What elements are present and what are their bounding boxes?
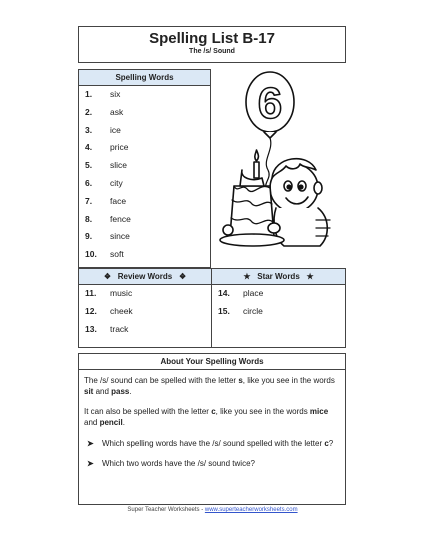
word-number: 14. <box>218 288 230 298</box>
word: price <box>110 142 129 153</box>
birthday-illustration <box>212 70 346 268</box>
question-1: ➤ Which spelling words have the /s/ sound spelled with the letter c? <box>87 439 334 448</box>
word: soft <box>110 249 124 260</box>
word-row <box>79 157 210 175</box>
review-words-section <box>79 269 212 347</box>
word-number: 5. <box>85 160 93 171</box>
diamond-icon: ❖ <box>178 272 187 281</box>
word: six <box>110 89 121 99</box>
spelling-words-table <box>78 69 211 268</box>
balloon-number: 6 <box>257 79 283 128</box>
star-icon: ★ <box>306 272 314 281</box>
diamond-icon: ❖ <box>103 272 112 281</box>
review-star-table <box>78 268 346 348</box>
word-number: 8. <box>85 213 93 224</box>
word-row <box>79 175 210 193</box>
about-paragraph-2: It can also be spelled with the letter c, like you see in the words mice and pencil. <box>84 407 329 427</box>
word: ask <box>110 106 124 117</box>
word: cheek <box>110 305 133 316</box>
word: since <box>110 231 130 242</box>
word: track <box>110 323 129 334</box>
word-row <box>79 139 210 157</box>
page-title: Spelling List B-17 <box>149 30 275 47</box>
star-words-heading <box>212 269 345 285</box>
word-row <box>79 285 211 303</box>
word-row <box>79 228 210 246</box>
word-number: 11. <box>85 288 97 298</box>
birthday-cake-icon <box>212 70 346 268</box>
question-2: ➤ Which two words have the /s/ sound twice? <box>87 459 255 468</box>
footer-link[interactable]: www.superteacherworksheets.com <box>204 507 298 513</box>
review-words-heading <box>79 269 211 285</box>
footer <box>0 507 425 513</box>
word-row <box>79 193 210 211</box>
word-row <box>79 122 210 140</box>
word: city <box>110 177 123 188</box>
word: fence <box>110 213 131 224</box>
word-number: 6. <box>85 177 93 188</box>
word-number: 12. <box>85 305 97 316</box>
star-words-section <box>212 269 345 347</box>
word-number: 4. <box>85 142 93 153</box>
star-words-label: Star Words <box>257 272 300 281</box>
footer-text: Super Teacher Worksheets - <box>127 507 205 513</box>
word-number: 9. <box>85 231 93 242</box>
word-row <box>79 104 210 122</box>
about-spelling-words-box <box>78 353 346 505</box>
arrow-icon: ➤ <box>87 459 94 468</box>
review-words-label: Review Words <box>117 272 173 281</box>
word-number: 3. <box>85 124 93 135</box>
arrow-icon: ➤ <box>87 439 94 448</box>
word: ice <box>110 124 121 135</box>
word-row <box>212 285 345 303</box>
word-number: 2. <box>85 106 93 117</box>
word-row <box>79 321 211 339</box>
star-icon: ★ <box>243 272 251 281</box>
word-number: 13. <box>85 323 97 334</box>
word-row <box>79 86 210 104</box>
word-number: 15. <box>218 305 230 316</box>
word: slice <box>110 160 128 171</box>
word-row <box>79 303 211 321</box>
word: music <box>110 288 133 298</box>
word-row <box>212 303 345 321</box>
page-subtitle: The /s/ Sound <box>189 48 235 55</box>
word-row <box>79 246 210 264</box>
title-box <box>78 26 346 63</box>
word-number: 1. <box>85 89 93 99</box>
word: circle <box>243 305 263 316</box>
about-heading: About Your Spelling Words <box>79 354 345 370</box>
about-paragraph-1: The /s/ sound can be spelled with the letter s, like you see in the words sit and pass. <box>84 376 335 396</box>
word: face <box>110 195 127 206</box>
word-row <box>79 211 210 229</box>
spelling-words-heading: Spelling Words <box>79 70 210 86</box>
word-number: 10. <box>85 249 97 260</box>
word-number: 7. <box>85 195 93 206</box>
word: place <box>243 288 264 298</box>
